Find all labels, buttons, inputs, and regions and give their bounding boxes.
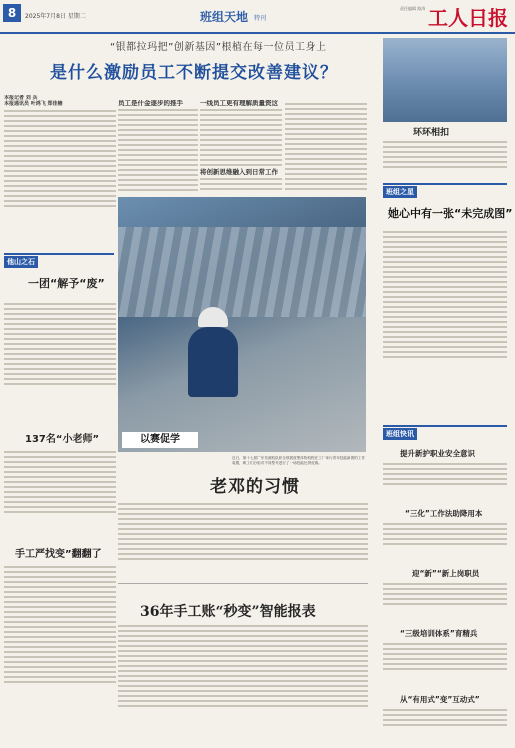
left-article-3 — [4, 563, 116, 743]
masthead-info: 责任编辑 路涛 — [400, 6, 426, 11]
left-section-rule — [4, 253, 114, 255]
middle-title-1: 老邓的习惯 — [210, 477, 300, 497]
quick-5-title: 从“有用式”变”互动式” — [400, 695, 480, 704]
quick-2-title: “三化”工作法助降用本 — [405, 509, 483, 518]
subhead-c: 将创新思维融入到日常工作 — [200, 168, 278, 176]
quick-1-text — [383, 460, 507, 500]
page-number: 8 — [3, 4, 21, 22]
quick-2-text — [383, 520, 507, 560]
lead-article-col-1 — [4, 95, 116, 245]
right-photo-caption — [383, 138, 507, 183]
right-photo — [383, 38, 507, 122]
quick-1-title: 提升新护职业安全意识 — [400, 449, 475, 458]
quick-3-text — [383, 580, 507, 620]
left-section-tag: 他山之石 — [4, 256, 38, 268]
middle-title-2: 36年手工账“秒变”智能报表 — [140, 604, 316, 620]
middle-article-2 — [118, 622, 368, 742]
date: 2025年7月8日 星期二 — [25, 13, 86, 20]
photo-title: 以赛促学 — [122, 432, 198, 448]
worker-figure — [188, 327, 238, 397]
left-article-1 — [4, 300, 116, 425]
section-title: 班组天地 — [200, 10, 249, 24]
subhead-a: 员工是什金逐步的推手 — [118, 100, 183, 107]
machine-illustration — [118, 227, 366, 317]
byline-1: 本报记者 刘 兵 — [4, 95, 38, 101]
lead-article-col-4 — [285, 100, 367, 195]
left-title-1: 一团“解予“废” — [28, 277, 105, 290]
quick-5-text — [383, 706, 507, 744]
masthead: 工人日报 — [428, 6, 508, 30]
right-photo-title: 环环相扣 — [413, 128, 450, 138]
right-box-headline: 她心中有一张“未完成图” — [388, 207, 513, 220]
lead-kicker: “银都拉玛把”创新基因”根植在每一位员工身上 — [110, 42, 327, 53]
right-box-article — [383, 228, 507, 428]
feature-photo — [118, 197, 366, 452]
left-article-2 — [4, 448, 116, 543]
lead-article-col-2 — [118, 100, 198, 195]
left-title-3: 手工严找变”翻翻了 — [15, 549, 102, 560]
quick-4-text — [383, 640, 507, 690]
photo-caption: 近日，第十七届广东仿测机队织全领展度黑体物机程在工厂举行青年技能新团的工作装置，职工们分组对不同型号进行了一场技能比拼竞赛。 — [232, 456, 365, 465]
lead-headline: 是什么激励员工不断提交改善建议？ — [50, 63, 338, 83]
section-subtitle: 特刊 — [254, 15, 267, 22]
right-section-rule — [383, 183, 507, 185]
quick-section-tag: 班组快讯 — [383, 428, 417, 440]
middle-divider — [118, 583, 368, 584]
byline-2: 本报通讯员 叶鸿飞 郑佳楠 — [4, 101, 63, 107]
quick-section-rule — [383, 425, 507, 427]
middle-article-1 — [118, 500, 368, 580]
left-title-2: 137名“小老师” — [25, 434, 100, 445]
subhead-b: 一线员工更有理解质量资这 — [200, 100, 278, 107]
lead-article-col-3 — [200, 100, 282, 195]
quick-3-title: 迎“新”“新上岗职员 — [412, 569, 480, 578]
right-section-tag: 班组之星 — [383, 186, 417, 198]
quick-4-title: “三级培训体系”育精兵 — [400, 629, 478, 638]
